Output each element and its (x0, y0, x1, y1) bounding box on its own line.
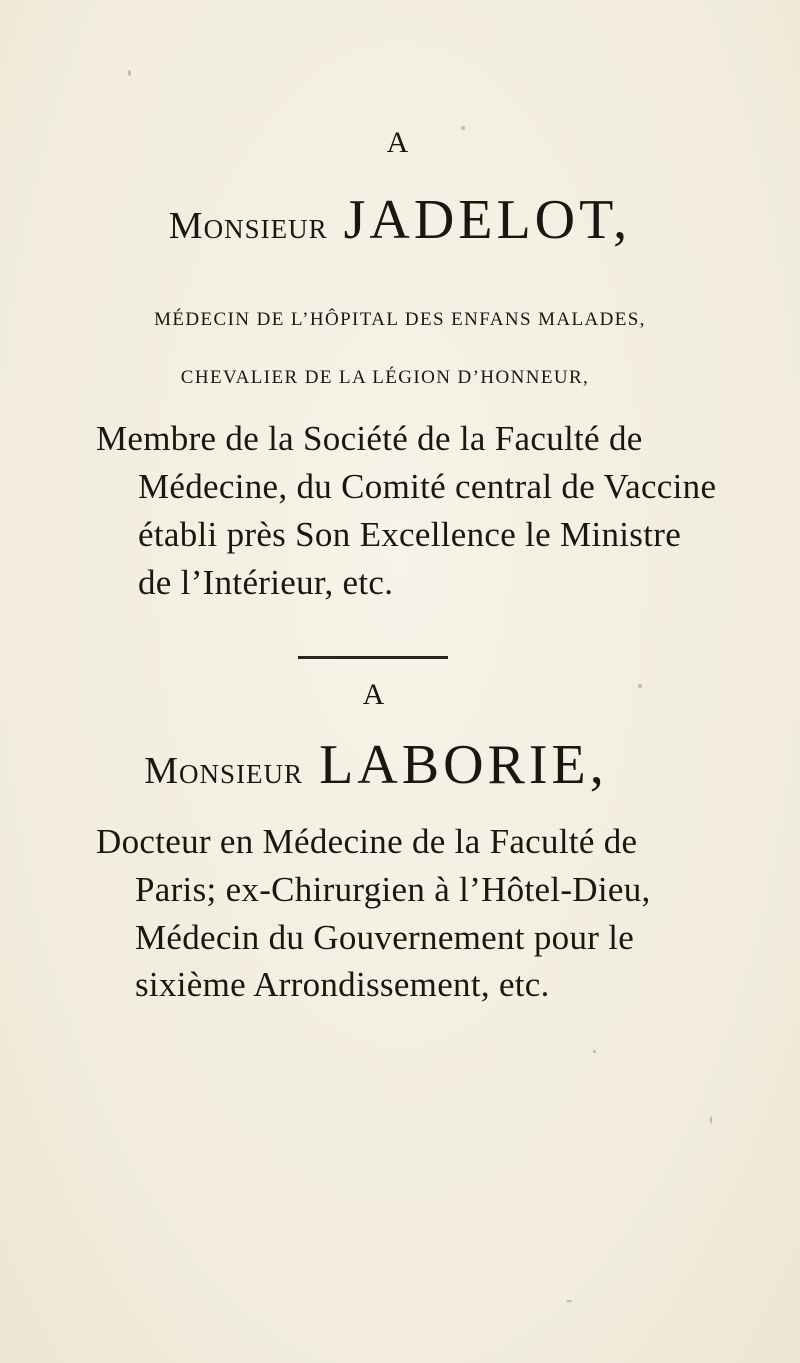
dedication-2-honorific: Monsieur (144, 750, 304, 792)
dedication-1-body-line-3: établi près Son Excellence le Ministre (138, 515, 682, 554)
dedication-1-surname: JADELOT, (343, 189, 632, 251)
paper-speck (461, 126, 465, 130)
paper-speck (593, 1050, 596, 1053)
paper-speck (710, 1116, 712, 1124)
dedication-1-body-line-2: Médecine, du Comité central de Vaccine (138, 467, 717, 506)
section-divider-rule (298, 656, 448, 659)
paper-speck (638, 684, 642, 688)
paper-speck (128, 70, 131, 76)
dedication-1-heading (0, 189, 800, 251)
dedication-1-title-line-2: CHEVALIER DE LA LÉGION D’HONNEUR, (180, 367, 590, 388)
dedication-2-body-line-4: sixième Arrondissement, etc. (135, 965, 550, 1004)
paper-speck (566, 1300, 572, 1302)
dedication-2-body-line-1: Docteur en Médecine de la Faculté de (96, 822, 638, 861)
dedication-1-body-line-4: de l’Intérieur, etc. (138, 563, 394, 602)
dedication-2-body-line-3: Médecin du Gouvernement pour le (135, 918, 635, 957)
dedication-2-preposition: A (362, 678, 386, 711)
dedication-2-heading (0, 734, 776, 796)
dedication-1-preposition: A (386, 126, 410, 159)
dedication-1-title-line-1: MÉDECIN DE L’HÔPITAL DES ENFANS MALADES, (154, 309, 646, 330)
dedication-1-body-line-1: Membre de la Société de la Faculté de (96, 419, 643, 458)
dedication-2-surname: LABORIE, (319, 734, 608, 796)
dedication-2-body-line-2: Paris; ex-Chirurgien à l’Hôtel-Dieu, (135, 870, 651, 909)
dedication-1-honorific: Monsieur (168, 205, 328, 247)
